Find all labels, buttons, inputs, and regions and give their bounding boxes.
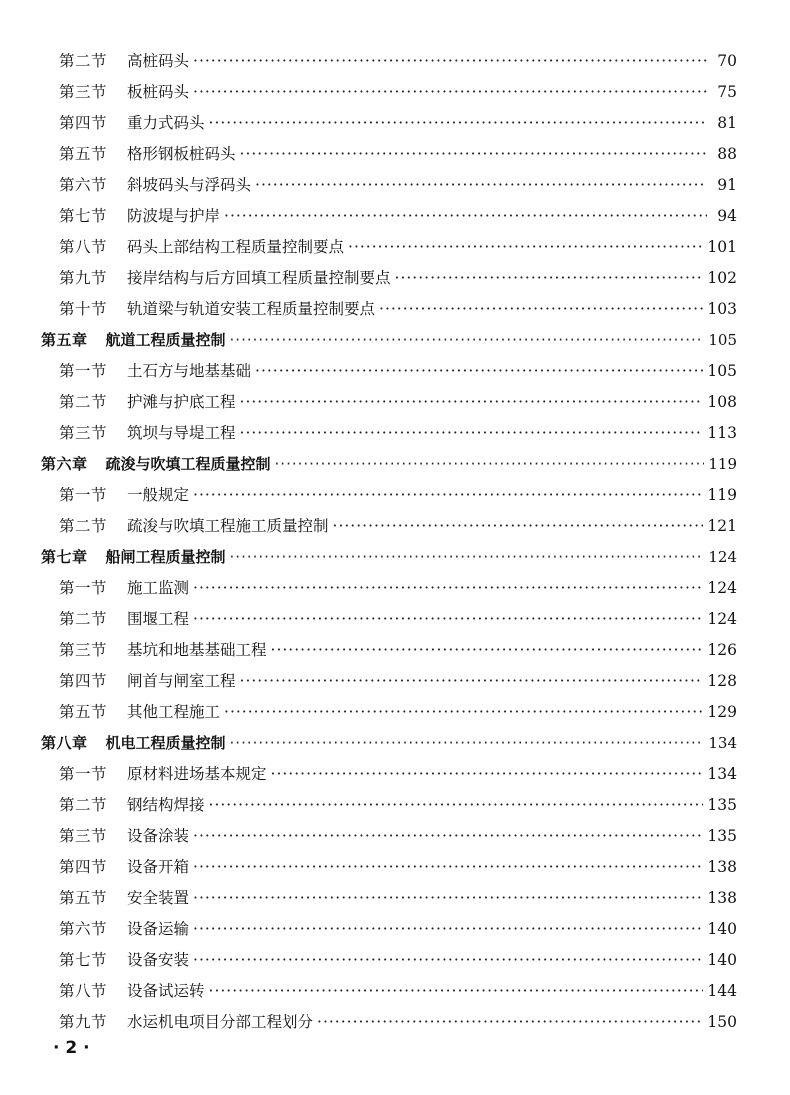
entry-number: 第二节 <box>59 610 108 628</box>
toc-section-entry[interactable] <box>0 77 790 108</box>
entry-page-number: 119 <box>707 486 737 504</box>
toc-section-entry[interactable] <box>0 883 790 914</box>
entry-page-number: 70 <box>717 52 737 70</box>
entry-page-number: 150 <box>707 1013 737 1031</box>
dot-leader <box>209 108 707 139</box>
dot-leader <box>224 697 703 728</box>
entry-page-number: 124 <box>707 610 737 628</box>
dot-leader <box>230 542 705 573</box>
entry-number: 第四节 <box>59 114 108 132</box>
toc-section-entry[interactable] <box>0 790 790 821</box>
entry-title: 重力式码头 <box>127 114 205 132</box>
entry-title: 机电工程质量控制 <box>105 734 226 752</box>
entry-page-number: 140 <box>707 951 737 969</box>
entry-number: 第五章 <box>41 331 88 349</box>
entry-title: 水运机电项目分部工程划分 <box>127 1013 314 1031</box>
page-number-footer: · 2 · <box>53 1038 90 1058</box>
dot-leader <box>193 77 707 108</box>
entry-number: 第三节 <box>59 83 108 101</box>
dot-leader <box>193 914 703 945</box>
entry-title: 疏浚与吹填工程施工质量控制 <box>127 517 329 535</box>
entry-title: 一般规定 <box>127 486 190 504</box>
toc-chapter-entry[interactable] <box>0 449 790 480</box>
toc-section-entry[interactable] <box>0 418 790 449</box>
toc-section-entry[interactable] <box>0 573 790 604</box>
entry-page-number: 129 <box>707 703 737 721</box>
toc-section-entry[interactable] <box>0 356 790 387</box>
entry-number: 第六节 <box>59 920 108 938</box>
toc-section-entry[interactable] <box>0 759 790 790</box>
dot-leader <box>395 263 704 294</box>
entry-page-number: 108 <box>707 393 737 411</box>
dot-leader <box>240 418 704 449</box>
entry-page-number: 88 <box>717 145 737 163</box>
entry-number: 第一节 <box>59 765 108 783</box>
toc-section-entry[interactable] <box>0 511 790 542</box>
entry-title: 原材料进场基本规定 <box>127 765 267 783</box>
dot-leader <box>240 139 707 170</box>
dot-leader <box>317 1007 703 1038</box>
entry-page-number: 102 <box>707 269 737 287</box>
dot-leader <box>230 325 705 356</box>
entry-title: 码头上部结构工程质量控制要点 <box>127 238 345 256</box>
toc-section-entry[interactable] <box>0 821 790 852</box>
entry-title: 设备安装 <box>127 951 190 969</box>
entry-page-number: 144 <box>707 982 737 1000</box>
entry-title: 防波堤与护岸 <box>127 207 221 225</box>
entry-number: 第一节 <box>59 486 108 504</box>
toc-section-entry[interactable] <box>0 635 790 666</box>
toc-section-entry[interactable] <box>0 914 790 945</box>
entry-page-number: 138 <box>707 858 737 876</box>
entry-title: 设备运输 <box>127 920 190 938</box>
dot-leader <box>240 387 704 418</box>
toc-chapter-entry[interactable] <box>0 325 790 356</box>
entry-title: 设备涂装 <box>127 827 190 845</box>
toc-section-entry[interactable] <box>0 201 790 232</box>
entry-page-number: 105 <box>707 362 737 380</box>
entry-number: 第七节 <box>59 207 108 225</box>
entry-number: 第三节 <box>59 424 108 442</box>
dot-leader <box>230 728 705 759</box>
entry-page-number: 103 <box>707 300 737 318</box>
dot-leader <box>193 883 703 914</box>
dot-leader <box>240 666 704 697</box>
dot-leader <box>271 635 704 666</box>
toc-section-entry[interactable] <box>0 387 790 418</box>
entry-number: 第八节 <box>59 238 108 256</box>
dot-leader <box>271 759 704 790</box>
entry-number: 第十节 <box>59 300 108 318</box>
entry-title: 基坑和地基基础工程 <box>127 641 267 659</box>
entry-title: 钢结构焊接 <box>127 796 205 814</box>
toc-section-entry[interactable] <box>0 666 790 697</box>
entry-number: 第二节 <box>59 52 108 70</box>
entry-title: 接岸结构与后方回填工程质量控制要点 <box>127 269 391 287</box>
entry-title: 其他工程施工 <box>127 703 221 721</box>
entry-page-number: 134 <box>708 734 737 752</box>
entry-number: 第八节 <box>59 982 108 1000</box>
entry-title: 设备试运转 <box>127 982 205 1000</box>
entry-title: 疏浚与吹填工程质量控制 <box>105 455 271 473</box>
entry-page-number: 135 <box>707 827 737 845</box>
entry-page-number: 121 <box>707 517 737 535</box>
dot-leader <box>333 511 704 542</box>
entry-page-number: 91 <box>717 176 737 194</box>
entry-title: 航道工程质量控制 <box>105 331 226 349</box>
entry-number: 第二节 <box>59 517 108 535</box>
entry-number: 第六节 <box>59 176 108 194</box>
entry-page-number: 113 <box>707 424 737 442</box>
dot-leader <box>255 356 703 387</box>
entry-title: 护滩与护底工程 <box>127 393 236 411</box>
entry-title: 轨道梁与轨道安装工程质量控制要点 <box>127 300 376 318</box>
entry-page-number: 140 <box>707 920 737 938</box>
entry-number: 第九节 <box>59 1013 108 1031</box>
entry-title: 斜坡码头与浮码头 <box>127 176 252 194</box>
toc-chapter-entry[interactable] <box>0 542 790 573</box>
entry-title: 设备开箱 <box>127 858 190 876</box>
entry-number: 第四节 <box>59 858 108 876</box>
entry-page-number: 105 <box>708 331 737 349</box>
toc-section-entry[interactable] <box>0 697 790 728</box>
entry-page-number: 101 <box>707 238 737 256</box>
dot-leader <box>193 46 707 77</box>
entry-title: 施工监测 <box>127 579 190 597</box>
entry-title: 格形钢板桩码头 <box>127 145 236 163</box>
toc-section-entry[interactable] <box>0 232 790 263</box>
entry-title: 高桩码头 <box>127 52 190 70</box>
entry-title: 板桩码头 <box>127 83 190 101</box>
entry-page-number: 124 <box>708 548 737 566</box>
entry-number: 第二节 <box>59 796 108 814</box>
toc-section-entry[interactable] <box>0 46 790 77</box>
toc-section-entry[interactable] <box>0 294 790 325</box>
entry-page-number: 135 <box>707 796 737 814</box>
dot-leader <box>193 604 703 635</box>
entry-page-number: 119 <box>708 455 737 473</box>
toc-section-entry[interactable] <box>0 976 790 1007</box>
entry-number: 第二节 <box>59 393 108 411</box>
entry-title: 筑坝与导堤工程 <box>127 424 236 442</box>
dot-leader <box>193 821 703 852</box>
table-of-contents <box>0 46 790 1038</box>
entry-title: 土石方与地基基础 <box>127 362 252 380</box>
toc-section-entry[interactable] <box>0 945 790 976</box>
entry-page-number: 138 <box>707 889 737 907</box>
toc-chapter-entry[interactable] <box>0 728 790 759</box>
entry-number: 第一节 <box>59 579 108 597</box>
entry-number: 第七章 <box>41 548 88 566</box>
entry-page-number: 124 <box>707 579 737 597</box>
entry-page-number: 94 <box>717 207 737 225</box>
entry-number: 第四节 <box>59 672 108 690</box>
entry-number: 第六章 <box>41 455 88 473</box>
dot-leader <box>255 170 707 201</box>
entry-number: 第五节 <box>59 145 108 163</box>
entry-page-number: 81 <box>717 114 737 132</box>
entry-number: 第三节 <box>59 641 108 659</box>
entry-title: 闸首与闸室工程 <box>127 672 236 690</box>
entry-title: 船闸工程质量控制 <box>105 548 226 566</box>
dot-leader <box>193 852 703 883</box>
dot-leader <box>224 201 707 232</box>
dot-leader <box>209 790 704 821</box>
entry-number: 第一节 <box>59 362 108 380</box>
entry-number: 第五节 <box>59 703 108 721</box>
toc-section-entry[interactable] <box>0 480 790 511</box>
dot-leader <box>275 449 705 480</box>
toc-section-entry[interactable] <box>0 852 790 883</box>
toc-section-entry[interactable] <box>0 139 790 170</box>
toc-section-entry[interactable] <box>0 604 790 635</box>
entry-title: 围堰工程 <box>127 610 190 628</box>
entry-number: 第九节 <box>59 269 108 287</box>
entry-title: 安全装置 <box>127 889 190 907</box>
entry-number: 第三节 <box>59 827 108 845</box>
dot-leader <box>209 976 704 1007</box>
dot-leader <box>193 480 703 511</box>
entry-page-number: 134 <box>707 765 737 783</box>
entry-number: 第七节 <box>59 951 108 969</box>
toc-section-entry[interactable] <box>0 263 790 294</box>
toc-section-entry[interactable] <box>0 170 790 201</box>
dot-leader <box>348 232 703 263</box>
dot-leader <box>379 294 703 325</box>
dot-leader <box>193 573 703 604</box>
toc-section-entry[interactable] <box>0 1007 790 1038</box>
entry-page-number: 126 <box>707 641 737 659</box>
entry-page-number: 128 <box>707 672 737 690</box>
entry-page-number: 75 <box>717 83 737 101</box>
dot-leader <box>193 945 703 976</box>
entry-number: 第八章 <box>41 734 88 752</box>
entry-number: 第五节 <box>59 889 108 907</box>
toc-section-entry[interactable] <box>0 108 790 139</box>
